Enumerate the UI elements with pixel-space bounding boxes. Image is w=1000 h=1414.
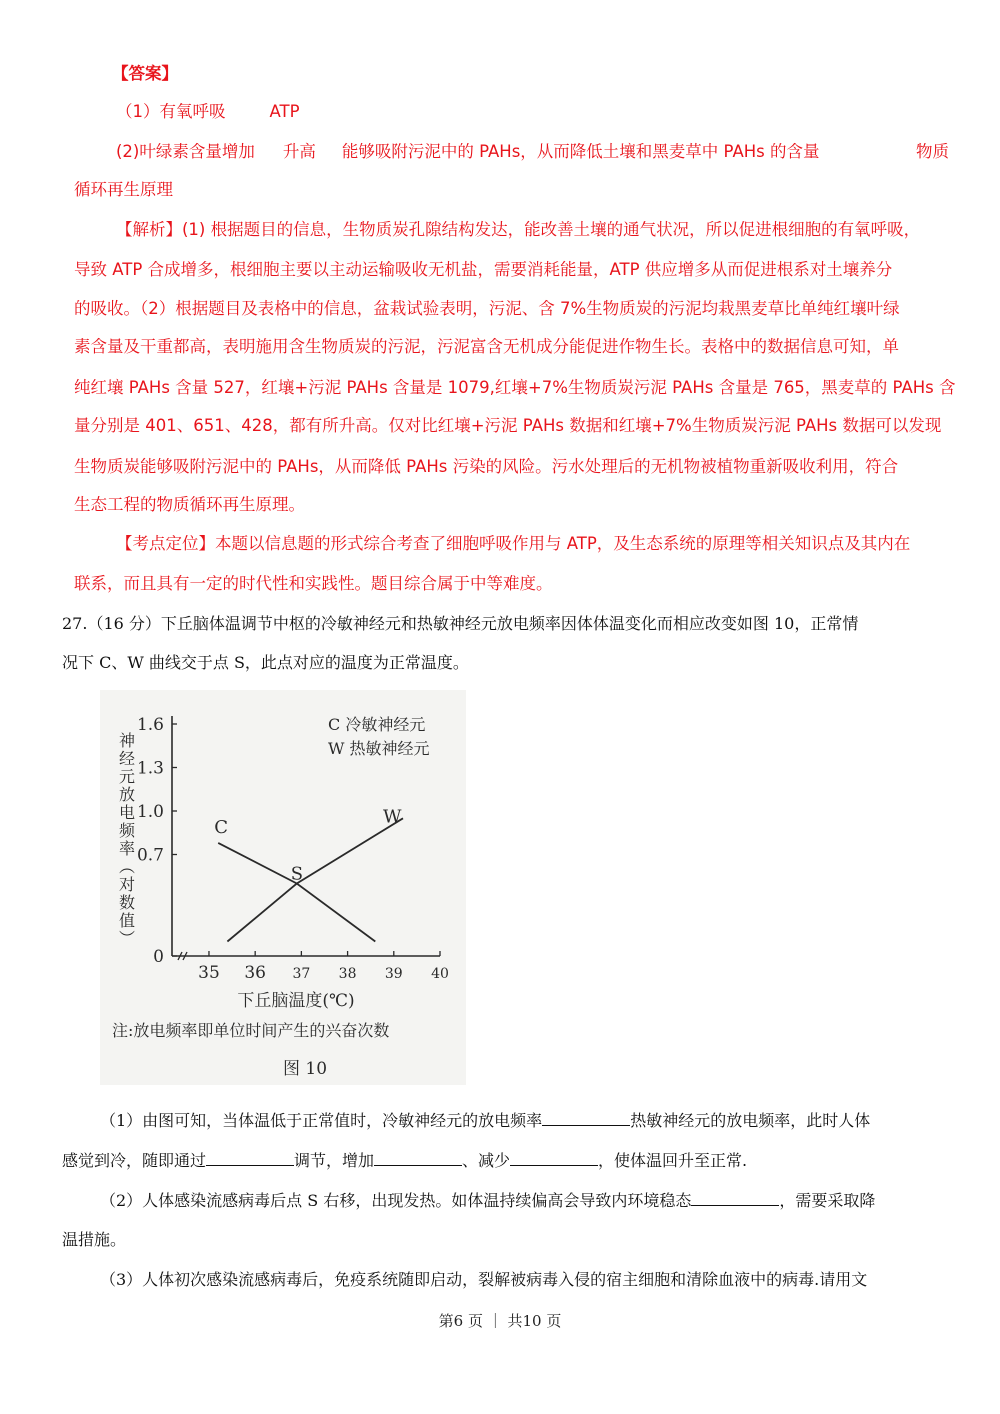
- legend-item-w: W 热敏神经元: [328, 739, 430, 758]
- sub1-line1: [100, 1108, 870, 1131]
- series-line-C: [218, 843, 375, 942]
- analysis-line: 量分别是 401、651、428，都有所升高。仅对比红壤+污泥 PAHs 数据和红壤+7%生物质炭污泥 PAHs 数据可以发现: [74, 416, 942, 435]
- answer-item2-num: (2): [116, 142, 140, 161]
- analysis-line: 【解析】(1) 根据题目的信息，生物质炭孔隙结构发达，能改善土壤的通气状况，所以促进根细胞的有氧呼吸，: [116, 220, 921, 239]
- answer-item2-a: 叶绿素含量增加: [139, 142, 255, 161]
- chart-svg: [100, 690, 466, 1085]
- answer-blank[interactable]: [691, 1191, 779, 1206]
- sub2-line2: 温措施。: [62, 1230, 127, 1249]
- page-footer: 第6 页 ｜ 共10 页: [438, 1312, 562, 1330]
- kaodian-line: 【考点定位】本题以信息题的形式综合考查了细胞呼吸作用与 ATP，及生态系统的原理等相关知识点及其内在: [116, 534, 911, 553]
- answer-blank[interactable]: [510, 1151, 598, 1166]
- x-tick-label: 38: [338, 966, 357, 982]
- answer-blank[interactable]: [542, 1111, 630, 1126]
- sub1-text-b: 热敏神经元的放电频率，此时人体: [630, 1111, 871, 1130]
- question-27-line2: 况下 C、W 曲线交于点 S，此点对应的温度为正常温度。: [62, 653, 469, 672]
- answer-item2-c: 能够吸附污泥中的 PAHs，从而降低土壤和黑麦草中 PAHs 的含量: [341, 142, 820, 161]
- figure-caption: 图 10: [282, 1059, 328, 1079]
- analysis-line: 生物质炭能够吸附污泥中的 PAHs，从而降低 PAHs 污染的风险。污水处理后的无机物被植物重新吸收利用，符合: [74, 457, 899, 476]
- x-tick-label: 37: [292, 966, 311, 982]
- answer-blank[interactable]: [206, 1151, 294, 1166]
- series-line-W: [227, 818, 403, 941]
- x-tick-label: 36: [244, 963, 266, 983]
- y-tick-label: 1.3: [136, 758, 164, 779]
- answer-item2-e: 循环再生原理: [74, 180, 173, 199]
- sub3-line1: （3）人体初次感染流感病毒后，免疫系统随即启动，裂解被病毒入侵的宿主细胞和清除血液中的病毒.请用文: [100, 1270, 868, 1289]
- sub2-line1: [100, 1188, 875, 1211]
- analysis-line: 导致 ATP 合成增多，根细胞主要以主动运输吸收无机盐，需要消耗能量，ATP 供应增多从而促进根系对土壤养分: [74, 260, 893, 279]
- series-label-C: C: [214, 816, 228, 838]
- sub2-text-a: （2）人体感染流感病毒后点 S 右移，出现发热。如体温持续偏高会导致内环境稳态: [100, 1191, 692, 1210]
- answer-blank[interactable]: [374, 1151, 462, 1166]
- sub1-text-e: 、减少: [462, 1151, 511, 1170]
- kaodian-line: 联系，而且具有一定的时代性和实践性。题目综合属于中等难度。: [74, 574, 553, 593]
- answer-header: 【答案】: [112, 64, 178, 83]
- answer-item1-num: （1）: [116, 102, 160, 121]
- legend-item-c: C 冷敏神经元: [328, 715, 426, 734]
- analysis-line: 的吸收。（2）根据题目及表格中的信息，盆栽试验表明，污泥、含 7%生物质炭的污泥均栽黑麦草比单纯红壤叶绿: [74, 299, 900, 318]
- answer-item2-d: 物质: [916, 142, 949, 161]
- question-27-line1: 27.（16 分）下丘脑体温调节中枢的冷敏神经元和热敏神经元放电频率因体体温变化而相应改变如图 10，正常情: [62, 614, 859, 633]
- sub1-text-f: ，使体温回升至正常.: [598, 1151, 748, 1170]
- sub1-line2: [62, 1148, 747, 1171]
- answer-item2-b: 升高: [282, 142, 316, 161]
- analysis-line: 生态工程的物质循环再生原理。: [74, 495, 305, 514]
- sub1-text-d: 调节，增加: [294, 1151, 375, 1170]
- analysis-line: 素含量及干重都高，表明施用含生物质炭的污泥，污泥富含无机成分能促进作物生长。表格中的数据信息可知，单: [74, 337, 899, 356]
- answer-item2: [116, 138, 819, 162]
- x-tick-label: 40: [431, 966, 449, 982]
- figure-10: [100, 690, 466, 1085]
- analysis-line: 纯红壤 PAHs 含量 527，红壤+污泥 PAHs 含量是 1079,红壤+7%生物质炭污泥 PAHs 含量是 765，黑麦草的 PAHs 含: [74, 378, 956, 397]
- y-tick-label: 1.6: [136, 715, 164, 735]
- y-tick-label: 1.0: [136, 802, 164, 822]
- x-axis-label: 下丘脑温度(℃): [237, 991, 355, 1011]
- series-label-W: W: [383, 806, 402, 828]
- figure-note: 注:放电频率即单位时间产生的兴奋次数: [112, 1021, 390, 1040]
- answer-item1-b: ATP: [269, 102, 300, 121]
- y-axis-label: 神经元放电频率（对数值）: [116, 732, 136, 948]
- sub2-text-b: ，需要采取降: [779, 1191, 876, 1210]
- x-tick-label: 39: [384, 966, 403, 982]
- x-tick-label: 35: [198, 963, 220, 983]
- chart-series: [218, 818, 403, 941]
- sub1-text-c: 感觉到冷，随即通过: [62, 1151, 207, 1170]
- answer-item1-a: 有氧呼吸: [159, 102, 226, 121]
- answer-item1: [116, 98, 300, 122]
- y-tick-label: 0.7: [136, 845, 164, 866]
- sub1-text-a: （1）由图可知，当体温低于正常值时，冷敏神经元的放电频率: [100, 1111, 543, 1130]
- intersection-label-s: S: [290, 863, 304, 885]
- y-tick-label: 0: [153, 947, 164, 967]
